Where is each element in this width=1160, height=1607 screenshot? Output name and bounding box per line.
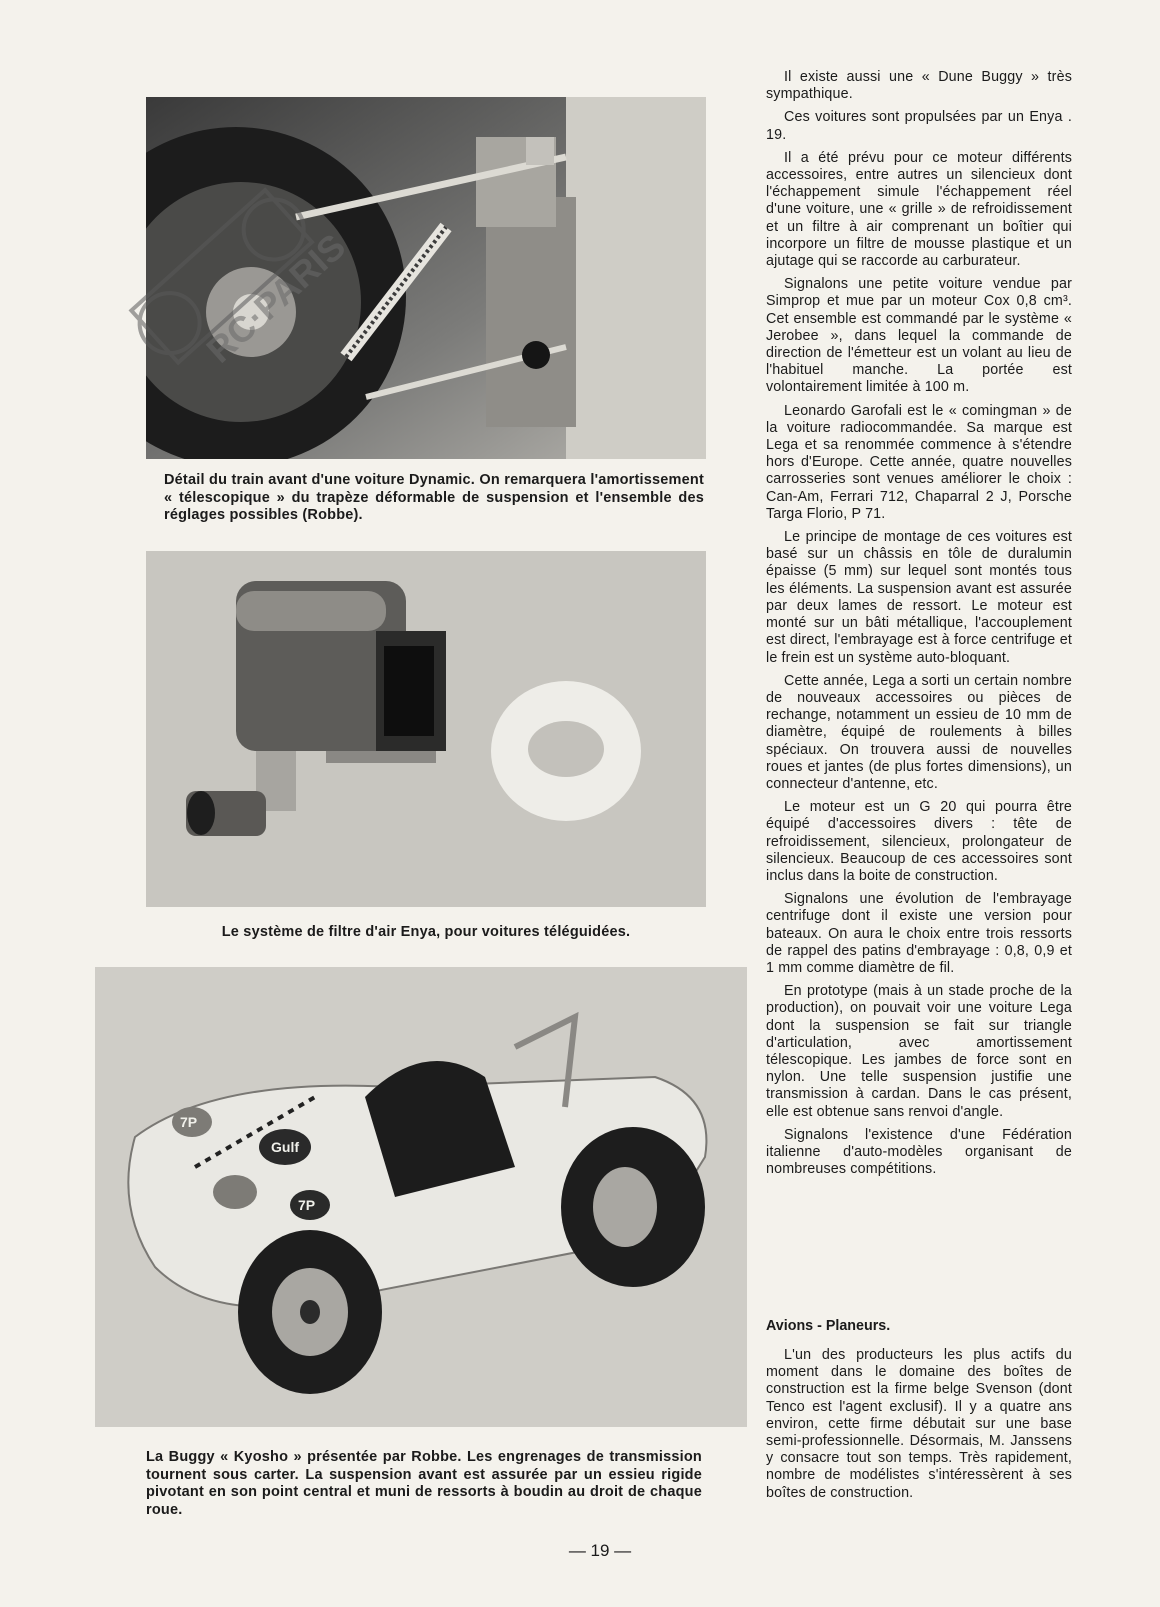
paragraph: Le moteur est un G 20 qui pourra être équipé d'accessoires divers : tête de refroidissement, silencieux, prolongateur de silencieux. Beaucoup de ces accessoires sont inclus dans la boite de construction.: [766, 799, 1072, 884]
caption-figure-1: Détail du train avant d'une voiture Dynamic. On remarquera l'amortissement « télescopique » du trapèze déformable de suspension et l'ensemble des réglages possibles (Robbe).: [164, 472, 704, 523]
paragraph: Signalons l'existence d'une Fédération italienne d'auto-modèles organisant de nombreuses compétitions.: [766, 1126, 1072, 1178]
paragraph: Signalons une petite voiture vendue par Simprop et mue par un moteur Cox 0,8 cm³. Cet ensemble est commandé par le système « Jerobee », dans lequel la commande de direction de l'émetteur est un volant au lieu de l'habituel manche. La portée est volontairement limitée à 100 m.: [766, 276, 1072, 396]
paragraph: En prototype (mais à un stade proche de la production), on pouvait voir une voiture Lega dont la suspension se fait sur triangle d'articulation, avec amortissement télescopique. Les jambes de force sont en nylon. Une telle suspension justifie une transmission à cardan. Dans le cas présent, elle est obtenue sans renvoi d'angle.: [766, 983, 1072, 1120]
air-filter-photo: [146, 551, 706, 907]
paragraph: Il a été prévu pour ce moteur différents accessoires, entre autres un silencieux dont l'échappement simule l'échappement réel d'une voiture, une « grille » de refroidissement et un filtre à air comprenant un boîtier qui incorpore un filtre de mousse plastique et un ajutage qui se raccorde au carburateur.: [766, 149, 1072, 270]
page-number: — 19 —: [568, 1541, 632, 1560]
paragraph: Cette année, Lega a sorti un certain nombre de nouveaux accessoires ou pièces de rechange, notamment un essieu de 10 mm de diamètre, équipé de roulements à billes spéciaux. On trouvera aussi de nouvelles roues et jantes (de plus fortes dimensions), un connecteur d'antenne, etc.: [766, 672, 1072, 792]
paragraph: L'un des producteurs les plus actifs du moment dans le domaine des boîtes de construction est la firme belge Svenson (dont Tenco est l'agent exclusif). Il y a quatre ans environ, cette firme débutait sur une base semi-professionnelle. Désormais, M. Janssens y consacre tout son temps. Très rapidement, nombre de modélistes s'intéressèrent à ses boîtes de construction.: [766, 1347, 1072, 1501]
text-column-top: [766, 69, 1072, 1184]
7p-logo-side: 7P: [298, 1197, 316, 1213]
caption-figure-3: La Buggy « Kyosho » présentée par Robbe. Les engrenages de transmission tournent sous carter. La suspension avant est assurée par un essieu rigide pivotant en son point central et muni de ressorts à boudin au droit de chaque roue.: [146, 1449, 702, 1518]
paragraph: Signalons une évolution de l'embrayage centrifuge dont il existe une version pour bateaux. On aura le choix entre trois ressorts de rappel des patins d'embrayage : 0,8, 0,9 et 1 mm comme diamètre de fil.: [766, 891, 1072, 976]
paragraph: Leonardo Garofali est le « comingman » de la voiture radiocommandée. Sa marque est Lega et sa renommée commence à s'étendre hors d'Europe. Cette année, quatre nouvelles carrosseries sont venues améliorer le choix : Can-Am, Ferrari 712, Chaparral 2 J, Porsche Targa Florio, P 71.: [766, 402, 1072, 522]
rc-paris-stamp-logo: [95, 90, 355, 470]
svg-text:RC·PARIS: RC·PARIS: [198, 225, 354, 371]
buggy-photo: [95, 967, 747, 1427]
paragraph: Le principe de montage de ces voitures est basé sur un châssis en tôle de duralumin épaisse (5 mm) sur lequel sont montés tous les éléments. La suspension avant est assurée par deux lames de ressort. Le moteur est monté sur un bâti métallique, l'accouplement est direct, l'embrayage est à force centrifuge et le frein est un système auto-bloquant.: [766, 529, 1072, 666]
paragraph: Il existe aussi une « Dune Buggy » très sympathique.: [766, 69, 1072, 103]
text-column-bottom: [766, 1347, 1072, 1508]
paragraph: Ces voitures sont propulsées par un Enya . 19.: [766, 109, 1072, 143]
caption-figure-2: Le système de filtre d'air Enya, pour voitures téléguidées.: [221, 924, 631, 940]
7p-logo-front: 7P: [180, 1114, 198, 1130]
section-heading: Avions - Planeurs.: [766, 1318, 891, 1334]
gulf-logo: Gulf: [271, 1139, 299, 1155]
